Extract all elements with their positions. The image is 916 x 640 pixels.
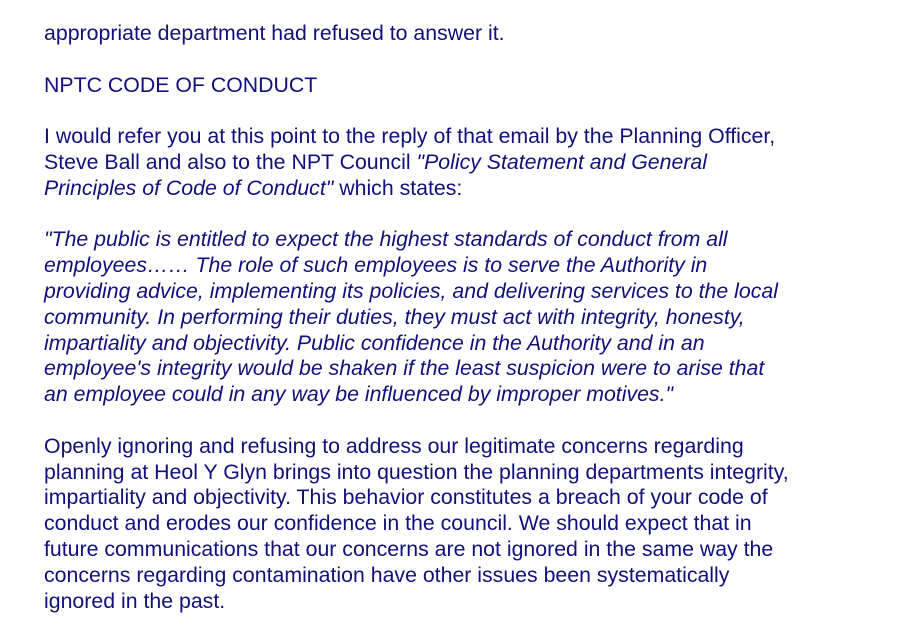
reference-line-1: I would refer you at this point to the reply of that email by the Planning Officer, bbox=[44, 124, 776, 149]
section-heading bbox=[44, 73, 904, 99]
closing-line: impartiality and objectivity. This behavior constitutes a breach of your code of bbox=[44, 485, 768, 510]
intro-line: appropriate department had refused to answer it. bbox=[44, 21, 505, 45]
quote-line: an employee could in any way be influenced by improper motives." bbox=[44, 382, 674, 407]
quote-line: employee's integrity would be shaken if the least suspicion were to arise that bbox=[44, 356, 765, 381]
quote-line: community. In performing their duties, they must act with integrity, honesty, bbox=[44, 304, 745, 329]
heading-text: NPTC CODE OF CONDUCT bbox=[44, 72, 318, 97]
reference-paragraph bbox=[44, 124, 904, 201]
closing-line: conduct and erodes our confidence in the council. We should expect that in bbox=[44, 511, 752, 536]
quote-line: providing advice, implementing its policies, and delivering services to the local bbox=[44, 278, 778, 303]
quote-line: impartiality and objectivity. Public confidence in the Authority and in an bbox=[44, 330, 705, 355]
intro-paragraph bbox=[44, 21, 904, 47]
reference-line-2-plain: Steve Ball and also to the NPT Council bbox=[44, 149, 417, 174]
reference-line-2 bbox=[44, 150, 904, 176]
policy-quote bbox=[44, 227, 904, 408]
closing-paragraph bbox=[44, 434, 904, 615]
reference-line-3 bbox=[44, 176, 904, 202]
quote-line: employees…… The role of such employees is to serve the Authority in bbox=[44, 253, 708, 278]
policy-title-part-1: "Policy Statement and General bbox=[416, 149, 708, 174]
quote-line: "The public is entitled to expect the highest standards of conduct from all bbox=[44, 227, 728, 252]
document-page bbox=[44, 21, 904, 640]
closing-line: Openly ignoring and refusing to address our legitimate concerns regarding bbox=[44, 433, 744, 458]
closing-line: planning at Heol Y Glyn brings into question the planning departments integrity, bbox=[44, 459, 789, 484]
policy-title-part-2: Principles of Code of Conduct" bbox=[44, 175, 334, 200]
closing-line: ignored in the past. bbox=[44, 588, 226, 613]
reference-line-3-plain: which states: bbox=[333, 175, 463, 200]
closing-line: concerns regarding contamination have other issues been systematically bbox=[44, 562, 730, 587]
closing-line: future communications that our concerns are not ignored in the same way the bbox=[44, 536, 774, 561]
